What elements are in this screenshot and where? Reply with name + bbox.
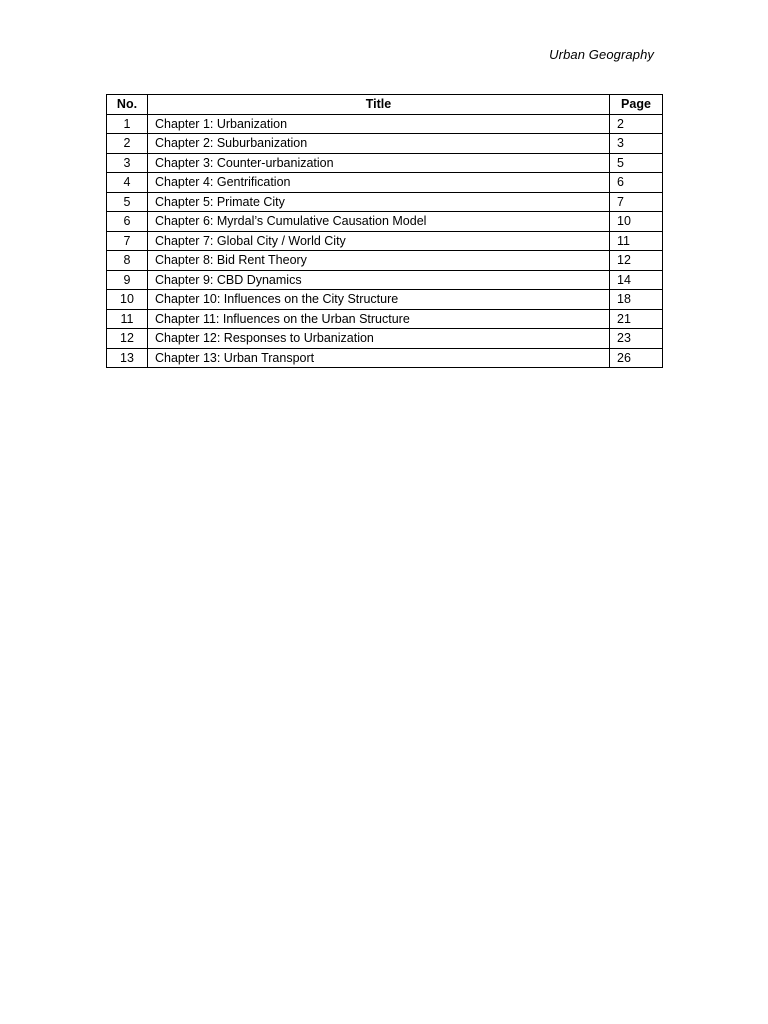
- table-row: [107, 153, 663, 173]
- table-row: [107, 251, 663, 271]
- table-row: [107, 192, 663, 212]
- chapter-title: Chapter 7: Global City / World City: [148, 231, 610, 251]
- chapter-page: 10: [610, 212, 663, 232]
- chapter-page: 12: [610, 251, 663, 271]
- chapter-number: 3: [107, 153, 148, 173]
- table-row: [107, 290, 663, 310]
- chapter-number: 1: [107, 114, 148, 134]
- chapter-number: 8: [107, 251, 148, 271]
- chapter-title: Chapter 6: Myrdal’s Cumulative Causation Model: [148, 212, 610, 232]
- table-row: [107, 231, 663, 251]
- chapter-page: 2: [610, 114, 663, 134]
- chapter-page: 5: [610, 153, 663, 173]
- running-header: Urban Geography: [549, 47, 654, 62]
- chapter-number: 11: [107, 309, 148, 329]
- chapter-number: 13: [107, 348, 148, 368]
- table-row: [107, 212, 663, 232]
- chapter-number: 4: [107, 173, 148, 193]
- chapter-number: 9: [107, 270, 148, 290]
- column-header-no: No.: [107, 95, 148, 115]
- chapter-title: Chapter 12: Responses to Urbanization: [148, 329, 610, 349]
- chapter-title: Chapter 11: Influences on the Urban Structure: [148, 309, 610, 329]
- column-header-page: Page: [610, 95, 663, 115]
- chapter-page: 23: [610, 329, 663, 349]
- chapter-number: 12: [107, 329, 148, 349]
- column-header-title: Title: [148, 95, 610, 115]
- chapter-number: 7: [107, 231, 148, 251]
- chapter-title: Chapter 8: Bid Rent Theory: [148, 251, 610, 271]
- table-row: [107, 329, 663, 349]
- chapter-title: Chapter 3: Counter-urbanization: [148, 153, 610, 173]
- chapter-title: Chapter 4: Gentrification: [148, 173, 610, 193]
- table-row: [107, 114, 663, 134]
- chapter-number: 5: [107, 192, 148, 212]
- chapter-number: 2: [107, 134, 148, 154]
- chapter-title: Chapter 2: Suburbanization: [148, 134, 610, 154]
- chapter-page: 26: [610, 348, 663, 368]
- chapter-page: 11: [610, 231, 663, 251]
- table-row: [107, 173, 663, 193]
- table-row: [107, 309, 663, 329]
- table-of-contents: [106, 94, 663, 368]
- chapter-number: 10: [107, 290, 148, 310]
- chapter-page: 18: [610, 290, 663, 310]
- chapter-page: 7: [610, 192, 663, 212]
- chapter-page: 6: [610, 173, 663, 193]
- table-row: [107, 134, 663, 154]
- chapter-title: Chapter 13: Urban Transport: [148, 348, 610, 368]
- table-row: [107, 348, 663, 368]
- chapter-title: Chapter 1: Urbanization: [148, 114, 610, 134]
- chapter-title: Chapter 5: Primate City: [148, 192, 610, 212]
- chapter-title: Chapter 10: Influences on the City Structure: [148, 290, 610, 310]
- chapter-page: 14: [610, 270, 663, 290]
- chapter-page: 21: [610, 309, 663, 329]
- chapter-title: Chapter 9: CBD Dynamics: [148, 270, 610, 290]
- chapter-number: 6: [107, 212, 148, 232]
- table-row: [107, 270, 663, 290]
- table-header-row: [107, 95, 663, 115]
- chapter-page: 3: [610, 134, 663, 154]
